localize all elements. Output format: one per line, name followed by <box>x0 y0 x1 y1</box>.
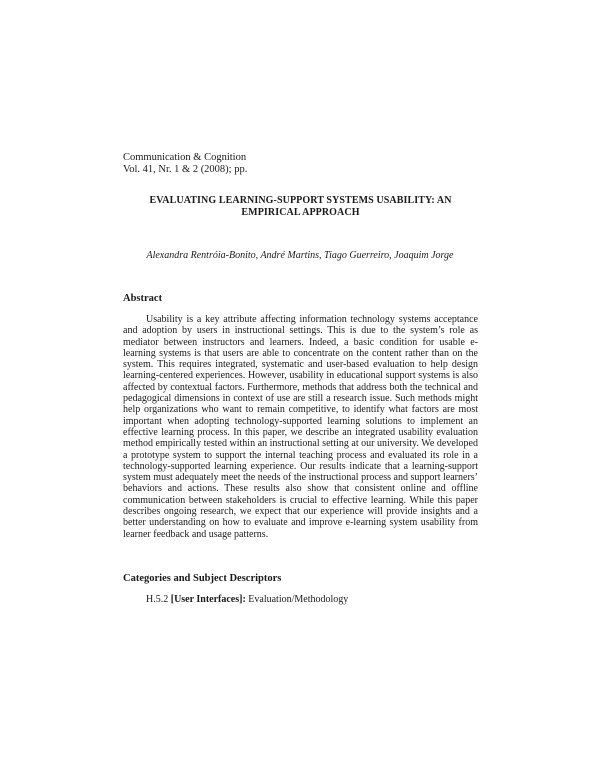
journal-info <box>123 152 247 176</box>
category-code: H.5.2 <box>146 594 169 605</box>
category-subject: [User Interfaces]: <box>170 594 246 605</box>
paper-title: EVALUATING LEARNING-SUPPORT SYSTEMS USABILITY: AN EMPIRICAL APPROACH <box>149 195 452 218</box>
category-descriptor: Evaluation/Methodology <box>248 594 349 605</box>
journal-volume: Vol. 41, Nr. 1 & 2 (2008); pp. <box>123 164 248 175</box>
abstract-heading: Abstract <box>123 293 163 304</box>
categories-heading: Categories and Subject Descriptors <box>123 573 282 584</box>
category-entry <box>146 594 348 605</box>
journal-name: Communication & Cognition <box>123 152 247 163</box>
paper-authors: Alexandra Rentróia-Bonito, André Martins, Tiago Guerreiro, Joaquim Jorge <box>146 250 454 261</box>
abstract-text: Usability is a key attribute affecting information technology systems acceptance and adoption by users in instructional settings. This is due to the system’s role as mediator between instructors and learners. Indeed, a basic condition for usable e-learning systems is that users are able to concentrate on the content rather than on the system. This requires integrated, systematic and user-based evaluation to help design learning-centered experiences. However, usability in educational support systems is also affected by contextual factors. Furthermore, methods that address both the technical and pedagogical dimensions in context of use are still a research issue. Such methods might help organizations who want to remain competitive, to identify what factors are most important when adopting technology-supported learning solutions to implement an effective learning process. In this paper, we describe an integrated usability evaluation method empirically tested within an instructional setting at our university. We developed a prototype system to support the internal teaching process and evaluated its role in a technology-supported learning experience. Our results indicate that a learning-support system must adequately meet the needs of the instructional process and support learners’ behaviors and actions. These results also show that consistent online and offline communication between stakeholders is crucial to effective learning. While this paper describes ongoing research, we expect that our experience will provide insights and a better understanding on how to evaluate and improve e-learning system usability from learner feedback and usage patterns. <box>123 314 478 540</box>
